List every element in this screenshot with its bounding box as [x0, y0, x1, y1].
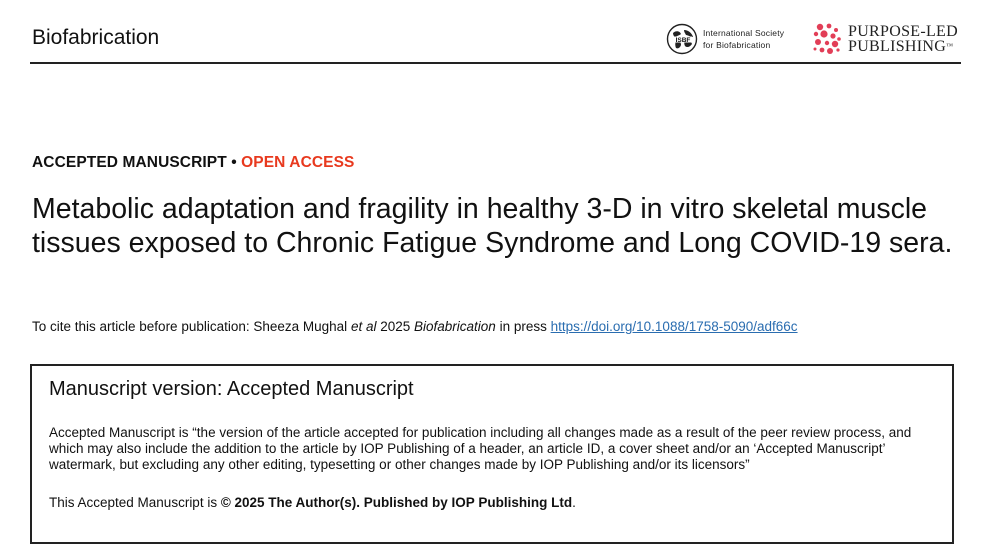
copyright-prefix: This Accepted Manuscript is	[49, 495, 221, 510]
copyright-line	[49, 495, 576, 510]
society-logo-text: ISBF	[675, 37, 691, 44]
citation-year: 2025	[376, 319, 415, 334]
citation-line	[32, 319, 972, 334]
journal-name[interactable]: Biofabrication	[32, 26, 160, 49]
society-name-line1: International Society	[703, 28, 785, 38]
trademark-mark: ™	[946, 42, 954, 50]
citation-press: in press	[495, 319, 551, 334]
manuscript-version-box	[30, 364, 954, 544]
globe-icon	[666, 23, 698, 55]
doi-link[interactable]: https://doi.org/10.1088/1758-5090/adf66c	[550, 319, 798, 334]
copyright-holder: © 2025 The Author(s). Published by IOP Publishing Ltd	[220, 495, 573, 510]
manuscript-description: Accepted Manuscript is “the version of the article accepted for publication including all changes made as a result of the peer review process, and which may also include the addition to the article by IOP Publishing of a header, an article ID, a cover sheet and/or an ‘Accepted Manuscript’ watermark, but excluding any other editing, typesetting or other changes made by IOP Publishing and/or its licensors”	[49, 425, 912, 472]
society-logo[interactable]	[666, 22, 784, 56]
page-header	[30, 14, 961, 64]
publisher-line1: PURPOSE-LED	[848, 23, 958, 40]
article-title: Metabolic adaptation and fragility in healthy 3-D in vitro skeletal muscle tissues exposed to Chronic Fatigue Syndrome and Long COVID-19 sera.	[32, 193, 953, 259]
status-separator: •	[226, 154, 242, 171]
citation-prefix: To cite this article before publication: Sheeza Mughal	[32, 319, 351, 334]
publisher-logo[interactable]	[812, 21, 958, 57]
publisher-line2: PUBLISHING	[848, 38, 947, 55]
citation-etal: et al	[350, 319, 377, 334]
manuscript-version-heading: Manuscript version: Accepted Manuscript	[49, 378, 414, 400]
society-name-line2: for Biofabrication	[703, 40, 771, 50]
open-access-badge: OPEN ACCESS	[241, 154, 355, 171]
citation-journal: Biofabrication	[414, 319, 496, 334]
molecule-dots-icon	[812, 22, 842, 56]
accepted-manuscript-label: ACCEPTED MANUSCRIPT	[32, 154, 227, 171]
article-status	[32, 154, 355, 172]
copyright-suffix: .	[572, 495, 576, 510]
